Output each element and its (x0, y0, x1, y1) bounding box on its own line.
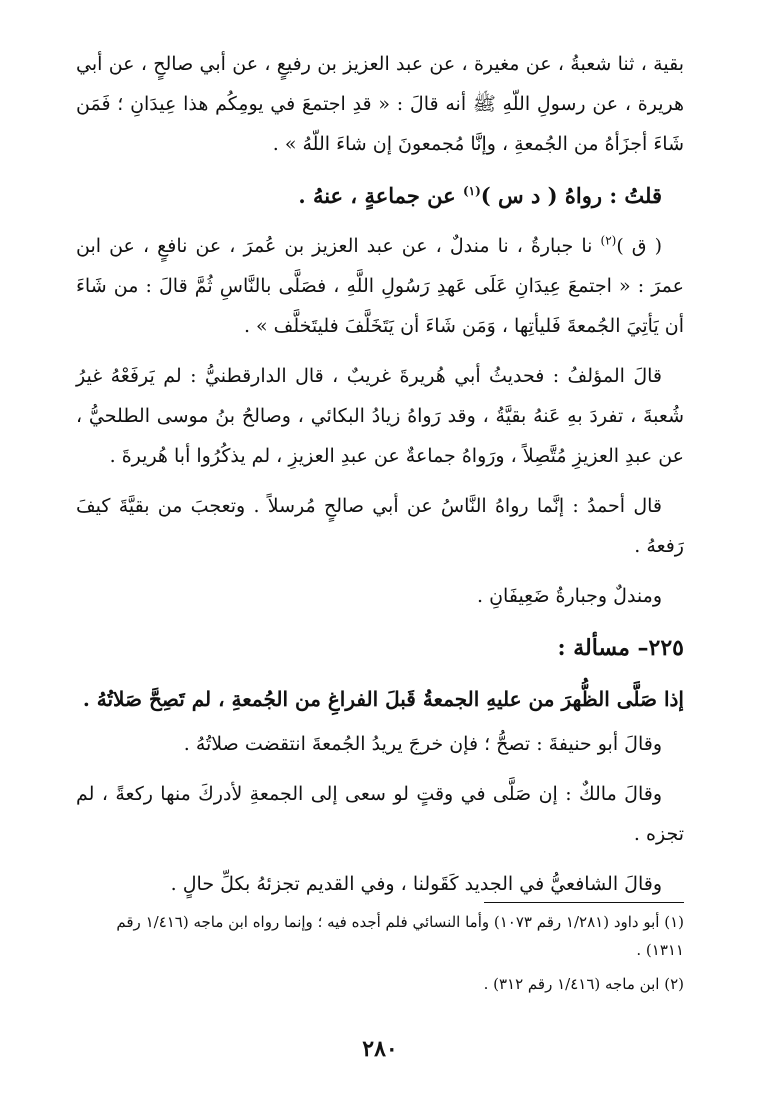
qult-tail: عن جماعةٍ ، عنهُ . (298, 183, 463, 208)
footnote-ref-1[interactable]: (١) (462, 184, 481, 198)
paragraph-weak-narrators: ومندلٌ وجبارةُ ضَعِيفَانِ . (477, 585, 662, 607)
paragraph-hadith-ibn-umar (76, 226, 684, 346)
qult-narration-note (76, 174, 684, 218)
paragraph-hadith-abu-hurayra: بقية ، ثنا شعبةُ ، عن مغيرة ، عن عبد العزيز بن رفيعٍ ، عن أبي صالحٍ ، عن أبي هريرة ، عن رسولِ اللّهِ ﷺ أنه قالَ : « قدِ اجتمعَ في يومِكُم هذا عِيدَانِ ؛ فَمَن شَاءَ أجزَأهُ من الجُمعةِ ، وإنَّا مُجمعونَ إن شاءَ اللّهُ » . (76, 53, 684, 155)
hadith-ibn-umar-text: نا جبارةُ ، نا مندلٌ ، عن عبد العزيز بن عُمرَ ، عن نافعٍ ، عن ابن عمرَ : « اجتمعَ عِيدَانِ عَلَى عَهدِ رَسُولِ اللَّهِ ، فصَلَّى بالنَّاسِ ثُمَّ قالَ : من شَاءَ أن يَأتِيَ الجُمعةَ فَليأتِها ، وَمَن شَاءَ أن يَتَخَلَّفَ فليتَخلَّف » . (76, 235, 684, 337)
paragraph-author-comment: قالَ المؤلفُ : فحديثُ أبي هُريرةَ غريبٌ ، قال الدارقطنيُّ : لم يَرفَعْهُ غيرُ شُعبةَ ، تفردَ بهِ عَنهُ بقيَّةُ ، وقد رَواهُ زيادُ البكائي ، وصالحُ بنُ موسى الطلحيُّ ، عن عبدِ العزيزِ مُتَّصِلاً ، ورَواهُ جماعةٌ عن عبدِ العزيزِ ، لم يذكُرُوا أبا هُريرةَ . (76, 365, 684, 467)
page-body (76, 44, 684, 914)
page-number: ٢٨٠ (362, 1036, 398, 1062)
footnote-separator (484, 902, 684, 903)
ibn-majah-lead: ( ق ) (616, 235, 663, 257)
qult-text: قلتُ : رواهُ ( د س ) (480, 183, 662, 208)
footnote-ref-2[interactable]: (٢) (600, 233, 617, 248)
footnote-1: (١) أبو داود (١/٢٨١ رقم ١٠٧٣) وأما النسائي فلم أجده فيه ؛ وإنما رواه ابن ماجه (١/٤١٦ رقم ١٣١١) . (116, 913, 684, 959)
paragraph-malik: وقالَ مالكٌ : إن صَلَّى في وقتٍ لو سعى إلى الجمعةِ لأدركَ منها ركعةً ، لم تجزه . (76, 783, 684, 845)
masala-heading: ٢٢٥– مسألة : (557, 635, 684, 661)
masala-rule: إذا صَلَّى الظُّهرَ من عليهِ الجمعةُ قَبلَ الفراغِ من الجُمعةِ ، لم تَصِحَّ صَلاتُهُ . (82, 687, 684, 711)
paragraph-shafii: وقالَ الشافعيُّ في الجديد كَقَولنا ، وفي القديم تجزئهُ بكلِّ حالٍ . (170, 873, 662, 895)
footnote-2: (٢) ابن ماجه (١/٤١٦ رقم ٣١٢) . (483, 975, 684, 993)
footnotes (76, 908, 684, 1004)
paragraph-ahmad-comment: قال أحمدُ : إنَّما رواهُ النَّاسُ عن أبي صالحٍ مُرسلاً . وتعجبَ من بقيَّةَ كيفَ رَفعهُ . (76, 495, 684, 557)
paragraph-abu-hanifa: وقالَ أبو حنيفةَ : تصحُّ ؛ فإن خرجَ يريدُ الجُمعةَ انتقضت صلاتُهُ . (183, 733, 662, 755)
